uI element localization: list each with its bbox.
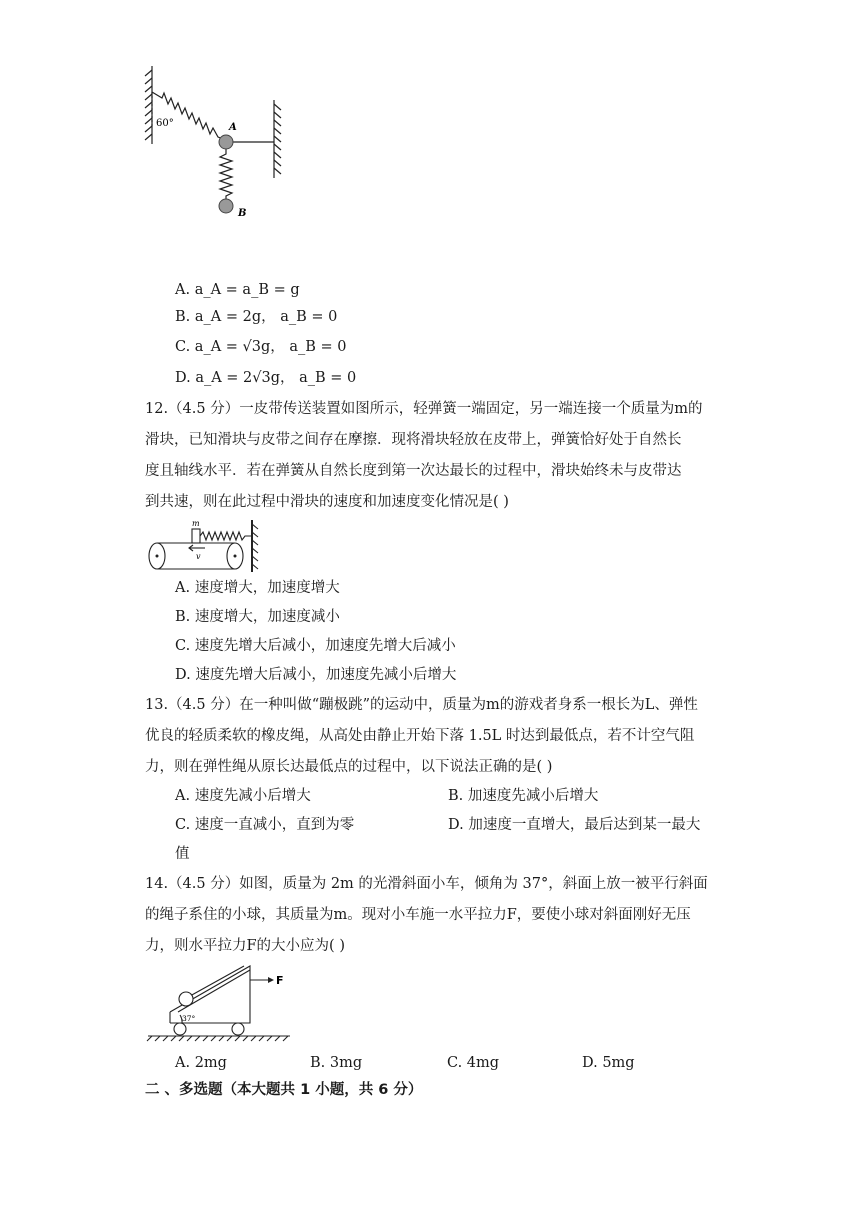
q12-line-4: 到共速，则在此过程中滑块的速度和加速度变化情况是( ) xyxy=(145,494,509,510)
q11-option-c: C. a_A = √3g， a_B = 0 xyxy=(175,339,347,355)
q12-option-a: A. 速度增大，加速度增大 xyxy=(175,580,340,596)
q12-option-d: D. 速度先增大后减小，加速度先减小后增大 xyxy=(175,667,457,683)
q12-label-v: v xyxy=(196,552,201,561)
q12-line-3: 度且轴线水平．若在弹簧从自然长度到第一次达最长的过程中，滑块始终未与皮带达 xyxy=(145,463,682,479)
section-multi-choice-title: 二 、多选题（本大题共 1 小题，共 6 分） xyxy=(145,1082,423,1098)
q11-angle-label: 60° xyxy=(156,118,174,129)
q12-option-b: B. 速度增大，加速度减小 xyxy=(175,609,340,625)
q11-option-b: B. a_A = 2g， a_B = 0 xyxy=(175,309,338,325)
q14-label-f: F xyxy=(276,974,284,987)
q11-label-b: B xyxy=(238,208,247,219)
q11-option-d-formula: a_A = 2√3g， a_B = 0 xyxy=(195,370,357,386)
q14-option-c: C. 4mg xyxy=(447,1055,500,1071)
q14-figure xyxy=(140,960,300,1042)
q11-option-c-formula: a_A = √3g， a_B = 0 xyxy=(194,339,347,355)
q11-figure xyxy=(140,62,290,222)
q14-line-2: 的绳子系住的小球，其质量为m。现对小车施一水平拉力F，要使小球对斜面刚好无压 xyxy=(145,907,691,923)
q13-line-3: 力，则在弹性绳从原长达最低点的过程中，以下说法正确的是( ) xyxy=(145,759,553,775)
q14-option-d: D. 5mg xyxy=(582,1055,635,1071)
q13-option-d-cont: 值 xyxy=(175,846,190,862)
q11-label-a: A xyxy=(229,122,237,133)
q13-line-1: 13.（4.5 分）在一种叫做“蹦极跳”的运动中，质量为m的游戏者身系一根长为L、弹性 xyxy=(145,697,698,713)
q14-option-b: B. 3mg xyxy=(310,1055,363,1071)
q13-option-c: C. 速度一直减小，直到为零 xyxy=(175,817,355,833)
q14-option-a: A. 2mg xyxy=(175,1055,227,1071)
q12-figure xyxy=(145,514,265,574)
q13-option-b: B. 加速度先减小后增大 xyxy=(448,788,599,804)
q12-option-c: C. 速度先增大后减小，加速度先增大后减小 xyxy=(175,638,456,654)
q11-option-a-formula: a_A = a_B = g xyxy=(194,282,300,298)
q12-line-2: 滑块，已知滑块与皮带之间存在摩擦．现将滑块轻放在皮带上，弹簧恰好处于自然长 xyxy=(145,432,682,448)
q13-option-a: A. 速度先减小后增大 xyxy=(175,788,311,804)
q13-option-d: D. 加速度一直增大，最后达到某一最大 xyxy=(448,817,701,833)
q14-line-3: 力，则水平拉力F的大小应为( ) xyxy=(145,938,345,954)
q11-option-d: D. a_A = 2√3g， a_B = 0 xyxy=(175,370,357,386)
q14-line-1: 14.（4.5 分）如图，质量为 2m 的光滑斜面小车，倾角为 37°，斜面上放一被平行斜面 xyxy=(145,876,708,892)
q11-option-b-formula: a_A = 2g， a_B = 0 xyxy=(194,309,338,325)
q11-option-a: A. a_A = a_B = g xyxy=(175,282,300,298)
q12-line-1: 12.（4.5 分）一皮带传送装置如图所示，轻弹簧一端固定，另一端连接一个质量为m的 xyxy=(145,401,703,417)
q12-label-m: m xyxy=(192,519,200,528)
q14-label-angle: 37° xyxy=(182,1014,196,1023)
q13-line-2: 优良的轻质柔软的橡皮绳，从高处由静止开始下落 1.5L 时达到最低点，若不计空气阻 xyxy=(145,728,695,744)
